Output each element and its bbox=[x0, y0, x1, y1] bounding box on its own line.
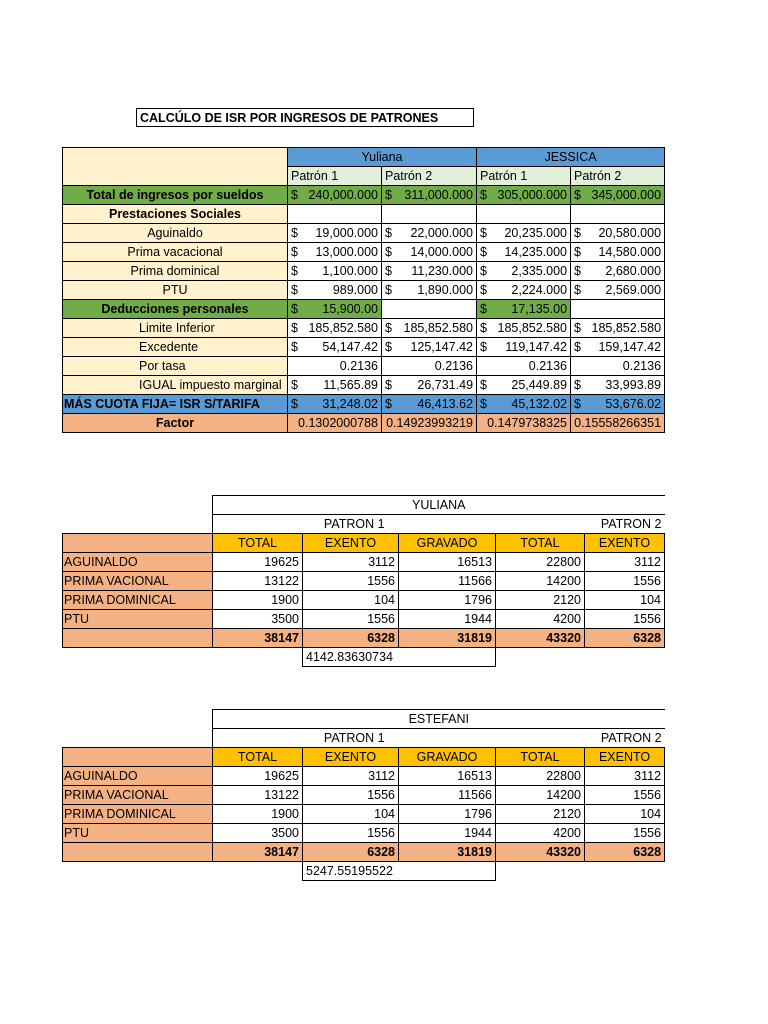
money-cell[interactable]: $ 17,135.00 bbox=[477, 300, 571, 319]
value-cell[interactable]: 14200 bbox=[496, 572, 585, 591]
column-header[interactable]: EXENTO bbox=[585, 534, 665, 553]
empty-cell[interactable] bbox=[288, 205, 382, 224]
value-cell[interactable]: 22800 bbox=[496, 767, 585, 786]
row-cuota bbox=[63, 395, 665, 414]
column-header[interactable]: EXENTO bbox=[303, 534, 399, 553]
money-cell[interactable]: $ 14,580.000 bbox=[571, 243, 665, 262]
money-cell[interactable]: $ 25,449.89 bbox=[477, 376, 571, 395]
row-aguinaldo bbox=[63, 224, 665, 243]
patron-header[interactable]: Patrón 1 bbox=[288, 167, 382, 186]
total-cell[interactable]: 31819 bbox=[399, 843, 496, 862]
row-label[interactable]: PTU bbox=[63, 824, 213, 843]
money-cell[interactable]: $ 11,230.000 bbox=[382, 262, 477, 281]
money-cell[interactable]: $ 2,569.000 bbox=[571, 281, 665, 300]
header-blank bbox=[63, 148, 288, 167]
row-limite bbox=[63, 319, 665, 338]
total-cell[interactable]: 6328 bbox=[303, 843, 399, 862]
table-row bbox=[63, 553, 665, 572]
money-cell[interactable]: $ 46,413.62 bbox=[382, 395, 477, 414]
empty-cell bbox=[63, 629, 213, 648]
empty-cell[interactable] bbox=[477, 205, 571, 224]
value-cell[interactable]: 1556 bbox=[303, 610, 399, 629]
value-cell[interactable]: 19625 bbox=[213, 553, 303, 572]
empty-cell bbox=[496, 862, 665, 881]
row-label[interactable]: PTU bbox=[63, 281, 288, 300]
rate-cell[interactable]: 0.2136 bbox=[571, 357, 665, 376]
row-label[interactable]: Prima vacacional bbox=[63, 243, 288, 262]
value-cell[interactable]: 1556 bbox=[585, 572, 665, 591]
value-cell[interactable]: 2120 bbox=[496, 805, 585, 824]
value-cell[interactable]: 14200 bbox=[496, 786, 585, 805]
money-cell[interactable]: $ 185,852.580 bbox=[382, 319, 477, 338]
row-label[interactable]: Total de ingresos por sueldos bbox=[63, 186, 288, 205]
money-cell[interactable]: $ 305,000.000 bbox=[477, 186, 571, 205]
person-header-jessica[interactable]: JESSICA bbox=[477, 148, 665, 167]
total-cell[interactable]: 43320 bbox=[496, 843, 585, 862]
totals-row bbox=[63, 629, 665, 648]
row-ptu bbox=[63, 281, 665, 300]
factor-cell[interactable]: 0.1479738325 bbox=[477, 414, 571, 433]
column-header[interactable]: TOTAL bbox=[213, 534, 303, 553]
empty-cell[interactable] bbox=[571, 205, 665, 224]
row-label[interactable]: PTU bbox=[63, 610, 213, 629]
table-row bbox=[63, 824, 665, 843]
patron-group-header[interactable]: PATRON 2 bbox=[496, 729, 665, 748]
value-cell[interactable]: 16513 bbox=[399, 553, 496, 572]
value-cell[interactable]: 1556 bbox=[303, 824, 399, 843]
empty-cell bbox=[63, 534, 213, 553]
row-label[interactable]: MÁS CUOTA FIJA= ISR S/TARIFA bbox=[63, 395, 288, 414]
empty-cell bbox=[63, 515, 213, 534]
factor-cell[interactable]: 0.15558266351 bbox=[571, 414, 665, 433]
table-row bbox=[63, 572, 665, 591]
total-cell[interactable]: 43320 bbox=[496, 629, 585, 648]
money-cell[interactable]: $ 26,731.49 bbox=[382, 376, 477, 395]
table-person-name[interactable]: ESTEFANI bbox=[213, 710, 665, 729]
money-cell[interactable]: $ 311,000.000 bbox=[382, 186, 477, 205]
row-label[interactable]: IGUAL impuesto marginal bbox=[63, 376, 288, 395]
value-cell[interactable]: 1556 bbox=[585, 610, 665, 629]
patron-group-header[interactable]: PATRON 1 bbox=[213, 729, 496, 748]
totals-row bbox=[63, 843, 665, 862]
value-cell[interactable]: 1944 bbox=[399, 824, 496, 843]
value-cell[interactable]: 3112 bbox=[303, 553, 399, 572]
money-cell[interactable]: $ 11,565.89 bbox=[288, 376, 382, 395]
value-cell[interactable]: 1556 bbox=[303, 572, 399, 591]
value-cell[interactable]: 1944 bbox=[399, 610, 496, 629]
value-cell[interactable]: 19625 bbox=[213, 767, 303, 786]
computed-value-cell[interactable]: 4142.83630734 bbox=[303, 648, 496, 667]
breakdown-table-yuliana bbox=[62, 495, 665, 667]
money-cell[interactable]: $ 185,852.580 bbox=[571, 319, 665, 338]
value-cell[interactable]: 104 bbox=[585, 591, 665, 610]
money-cell[interactable]: $ 159,147.42 bbox=[571, 338, 665, 357]
value-cell[interactable]: 11566 bbox=[399, 572, 496, 591]
money-cell[interactable]: $ 2,335.000 bbox=[477, 262, 571, 281]
row-label[interactable]: Por tasa bbox=[63, 357, 288, 376]
rate-cell[interactable]: 0.2136 bbox=[288, 357, 382, 376]
money-cell[interactable]: $ 2,680.000 bbox=[571, 262, 665, 281]
empty-cell bbox=[63, 843, 213, 862]
money-cell[interactable]: $ 13,000.000 bbox=[288, 243, 382, 262]
empty-cell bbox=[63, 710, 213, 729]
row-label[interactable]: AGUINALDO bbox=[63, 553, 213, 572]
money-cell[interactable]: $ 53,676.02 bbox=[571, 395, 665, 414]
column-header[interactable]: EXENTO bbox=[303, 748, 399, 767]
total-cell[interactable]: 6328 bbox=[585, 629, 665, 648]
money-cell[interactable]: $ 119,147.42 bbox=[477, 338, 571, 357]
rate-cell[interactable]: 0.2136 bbox=[382, 357, 477, 376]
money-cell[interactable]: $ 54,147.42 bbox=[288, 338, 382, 357]
row-label[interactable]: PRIMA DOMINICAL bbox=[63, 805, 213, 824]
row-label[interactable]: Aguinaldo bbox=[63, 224, 288, 243]
column-header[interactable]: GRAVADO bbox=[399, 534, 496, 553]
value-cell[interactable]: 13122 bbox=[213, 572, 303, 591]
value-cell[interactable]: 104 bbox=[303, 805, 399, 824]
factor-cell[interactable]: 0.1302000788 bbox=[288, 414, 382, 433]
row-factor bbox=[63, 414, 665, 433]
money-cell[interactable]: $ 45,132.02 bbox=[477, 395, 571, 414]
money-cell[interactable]: $ 989.000 bbox=[288, 281, 382, 300]
value-cell[interactable]: 3500 bbox=[213, 610, 303, 629]
factor-cell[interactable]: 0.14923993219 bbox=[382, 414, 477, 433]
value-cell[interactable]: 3112 bbox=[585, 767, 665, 786]
row-dominical bbox=[63, 262, 665, 281]
total-cell[interactable]: 31819 bbox=[399, 629, 496, 648]
row-label[interactable]: AGUINALDO bbox=[63, 767, 213, 786]
money-cell[interactable]: $ 22,000.000 bbox=[382, 224, 477, 243]
empty-cell bbox=[63, 748, 213, 767]
value-cell[interactable]: 1556 bbox=[585, 824, 665, 843]
row-label[interactable]: Factor bbox=[63, 414, 288, 433]
column-header[interactable]: GRAVADO bbox=[399, 748, 496, 767]
money-cell[interactable]: $ 33,993.89 bbox=[571, 376, 665, 395]
value-cell[interactable]: 22800 bbox=[496, 553, 585, 572]
value-cell[interactable]: 1900 bbox=[213, 805, 303, 824]
money-cell[interactable]: $ 2,224.000 bbox=[477, 281, 571, 300]
total-cell[interactable]: 38147 bbox=[213, 629, 303, 648]
value-cell[interactable]: 16513 bbox=[399, 767, 496, 786]
money-cell[interactable]: $ 20,235.000 bbox=[477, 224, 571, 243]
money-cell[interactable]: $ 1,100.000 bbox=[288, 262, 382, 281]
value-cell[interactable]: 3112 bbox=[585, 553, 665, 572]
money-cell[interactable]: $ 31,248.02 bbox=[288, 395, 382, 414]
value-cell[interactable]: 1556 bbox=[303, 786, 399, 805]
row-prestaciones bbox=[63, 205, 665, 224]
money-cell[interactable]: $ 15,900.00 bbox=[288, 300, 382, 319]
empty-cell bbox=[63, 648, 303, 667]
breakdown-table-estefani bbox=[62, 709, 665, 881]
empty-cell bbox=[63, 496, 213, 515]
empty-cell[interactable] bbox=[382, 205, 477, 224]
money-cell[interactable]: $ 185,852.580 bbox=[288, 319, 382, 338]
money-cell[interactable]: $ 14,000.000 bbox=[382, 243, 477, 262]
money-cell[interactable]: $ 125,147.42 bbox=[382, 338, 477, 357]
value-cell[interactable]: 3112 bbox=[303, 767, 399, 786]
row-label[interactable]: Excedente bbox=[63, 338, 288, 357]
table-row bbox=[63, 591, 665, 610]
table-person-name[interactable]: YULIANA bbox=[213, 496, 665, 515]
money-cell[interactable]: $ 1,890.000 bbox=[382, 281, 477, 300]
empty-cell bbox=[496, 648, 665, 667]
isr-table bbox=[62, 147, 665, 433]
column-header[interactable]: EXENTO bbox=[585, 748, 665, 767]
patron-header[interactable]: Patrón 2 bbox=[382, 167, 477, 186]
money-cell[interactable]: $ 345,000.000 bbox=[571, 186, 665, 205]
value-cell[interactable]: 104 bbox=[585, 805, 665, 824]
value-cell[interactable]: 1900 bbox=[213, 591, 303, 610]
total-cell[interactable]: 6328 bbox=[303, 629, 399, 648]
money-cell[interactable]: $ 14,235.000 bbox=[477, 243, 571, 262]
value-cell[interactable]: 1556 bbox=[585, 786, 665, 805]
empty-cell[interactable] bbox=[382, 300, 477, 319]
row-total-ingresos bbox=[63, 186, 665, 205]
header-blank bbox=[63, 167, 288, 186]
value-cell[interactable]: 104 bbox=[303, 591, 399, 610]
patron-group-header[interactable]: PATRON 2 bbox=[496, 515, 665, 534]
total-cell[interactable]: 6328 bbox=[585, 843, 665, 862]
value-cell[interactable]: 4200 bbox=[496, 610, 585, 629]
column-header[interactable]: TOTAL bbox=[496, 534, 585, 553]
value-cell[interactable]: 1796 bbox=[399, 591, 496, 610]
sheet-title: CALCÚLO DE ISR POR INGRESOS DE PATRONES bbox=[136, 108, 474, 127]
patron-group-header[interactable]: PATRON 1 bbox=[213, 515, 496, 534]
money-cell[interactable]: $ 19,000.000 bbox=[288, 224, 382, 243]
row-label[interactable]: Limite Inferior bbox=[63, 319, 288, 338]
row-tasa bbox=[63, 357, 665, 376]
patron-header[interactable]: Patrón 2 bbox=[571, 167, 665, 186]
money-cell[interactable]: $ 20,580.000 bbox=[571, 224, 665, 243]
value-cell[interactable]: 4200 bbox=[496, 824, 585, 843]
row-label[interactable]: PRIMA VACIONAL bbox=[63, 786, 213, 805]
money-cell[interactable]: $ 185,852.580 bbox=[477, 319, 571, 338]
row-label[interactable]: PRIMA VACIONAL bbox=[63, 572, 213, 591]
value-cell[interactable]: 3500 bbox=[213, 824, 303, 843]
patron-header[interactable]: Patrón 1 bbox=[477, 167, 571, 186]
row-label[interactable]: Prima dominical bbox=[63, 262, 288, 281]
row-label[interactable]: Prestaciones Sociales bbox=[63, 205, 288, 224]
column-header[interactable]: TOTAL bbox=[496, 748, 585, 767]
value-cell[interactable]: 11566 bbox=[399, 786, 496, 805]
rate-cell[interactable]: 0.2136 bbox=[477, 357, 571, 376]
row-excedente bbox=[63, 338, 665, 357]
person-header-yuliana[interactable]: Yuliana bbox=[288, 148, 477, 167]
empty-cell bbox=[63, 862, 303, 881]
row-vacacional bbox=[63, 243, 665, 262]
header-people-row bbox=[63, 148, 665, 167]
computed-value-cell[interactable]: 5247.55195522 bbox=[303, 862, 496, 881]
row-label[interactable]: PRIMA DOMINICAL bbox=[63, 591, 213, 610]
row-label[interactable]: Deducciones personales bbox=[63, 300, 288, 319]
value-cell[interactable]: 13122 bbox=[213, 786, 303, 805]
column-header[interactable]: TOTAL bbox=[213, 748, 303, 767]
empty-cell bbox=[63, 729, 213, 748]
money-cell[interactable]: $ 240,000.000 bbox=[288, 186, 382, 205]
empty-cell[interactable] bbox=[571, 300, 665, 319]
value-cell[interactable]: 2120 bbox=[496, 591, 585, 610]
table-row bbox=[63, 767, 665, 786]
total-cell[interactable]: 38147 bbox=[213, 843, 303, 862]
row-igual bbox=[63, 376, 665, 395]
header-patron-row bbox=[63, 167, 665, 186]
value-cell[interactable]: 1796 bbox=[399, 805, 496, 824]
table-row bbox=[63, 786, 665, 805]
table-row bbox=[63, 610, 665, 629]
table-row bbox=[63, 805, 665, 824]
row-deducciones bbox=[63, 300, 665, 319]
